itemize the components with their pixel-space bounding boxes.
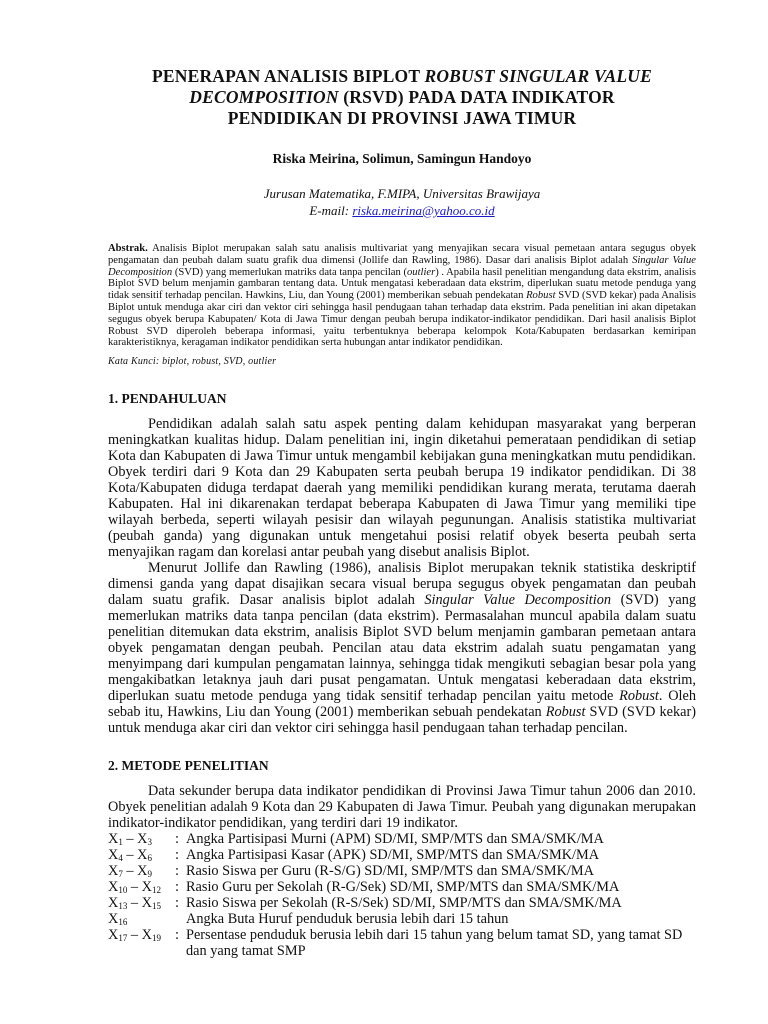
variable-separator: : xyxy=(175,927,179,944)
variable-code: $X_{13} - X_{15}$ xyxy=(108,895,161,912)
variable-row xyxy=(108,879,696,895)
variable-row xyxy=(108,831,696,847)
para2-robust-2: Robust xyxy=(545,704,586,721)
variable-separator: : xyxy=(175,831,179,848)
affiliation-block xyxy=(108,185,696,219)
title-line-3: PENDIDIKAN DI PROVINSI JAWA TIMUR xyxy=(227,108,577,128)
variable-separator: : xyxy=(175,847,179,864)
title-line-1-plain: PENERAPAN ANALISIS BIPLOT xyxy=(152,66,425,86)
para2-text-b: (SVD) yang memerlukan matriks data tanpa pencilan (data ekstrim). Permasalahan muncul apabila dalam suatu penelitian ditemukan data ekstrim, analisis Biplot SVD belum menjamin gambaran pemetaan antara obyek pengamatan dengan peubah. Pencilan atau data ekstrim adalah suatu pengamatan yang menyimpang dari kumpulan pengamatan lainnya, sehingga tidak mengikuti sebagian besar pola yang mengakibatkan letaknya jauh dari pusat pengamatan. Untuk mengatasi keberadaan data ekstrim, diperlukan suatu metode penduga yang tidak sensitif terhadap pencilan yaitu metode xyxy=(108,592,697,705)
email-link[interactable]: riska.meirina@yahoo.co.id xyxy=(352,203,495,218)
abstract-outlier: outlier xyxy=(407,266,436,278)
variable-row xyxy=(108,911,696,927)
variable-row xyxy=(108,895,696,911)
para2-text-d: SVD (SVD kekar) untuk menduga akar ciri dan vektor ciri sehingga hasil pendugaan tahan terhadap pencilan. xyxy=(108,704,696,737)
para2-text-a: Menurut Jollife dan Rawling (1986), analisis Biplot merupakan teknik statistika deskriptif dimensi ganda yang dapat disajikan secara visual berupa segugus obyek pengamatan dan peubah dalam suatu grafik. Dasar analisis biplot adalah xyxy=(108,560,696,609)
para2-svd: Singular Value Decomposition xyxy=(424,592,612,609)
variable-code: $X_{10} - X_{12}$ xyxy=(108,879,161,896)
variable-separator: : xyxy=(175,895,179,912)
variable-code: $X_{16}$ xyxy=(108,911,128,928)
variable-code: $X_4 - X_6$ xyxy=(108,847,152,864)
title-line-2 xyxy=(108,87,696,108)
title-line-1-italic: ROBUST SINGULAR VALUE xyxy=(424,66,652,86)
section-2-paragraph-1: Data sekunder berupa data indikator pendidikan di Provinsi Jawa Timur tahun 2006 dan 2010. Obyek penelitian adalah 9 Kota dan 29 Kabupaten di Jawa Timur. Peubah yang digunakan merupakan indikator-indikator pendidikan, yang terdiri dari 19 indikator. xyxy=(108,783,696,832)
variable-description: Rasio Guru per Sekolah (R-G/Sek) SD/MI, SMP/MTS dan SMA/SMK/MA xyxy=(186,879,620,896)
section-1-paragraph-1: Pendidikan adalah salah satu aspek penting dalam kehidupan masyarakat yang berperan meningkatkan kualitas hidup. Dalam penelitian ini, ingin diketahui pemerataan pendidikan di setiap Kota dan Kabupaten di Jawa Timur untuk mengambil kebijakan guna meningkatkan mutu pendidikan. Obyek terdiri dari 9 Kota dan 29 Kabupaten serta peubah berupa 19 indikator pendidikan. Di 38 Kota/Kabupaten diduga terdapat daerah yang memiliki pendidikan kurang merata, terutama daerah Kabupaten. Hal ini dikarenakan terdapat beberapa Kabupaten di Jawa Timur yang memiliki tipe wilayah berbeda, seperti wilayah pesisir dan wilayah pegunungan. Analisis statistika multivariat (peubah ganda) yang digunakan untuk mengetahui posisi relatif obyek beserta peubah serta menyajikan ragam dan korelasi antar peubah yang disebut analisis Biplot. xyxy=(108,416,696,561)
keywords: Kata Kunci: biplot, robust, SVD, outlier xyxy=(108,356,277,368)
abstract-text-3: ) . Apabila hasil penelitian mengandung data ekstrim, analisis Biplot SVD belum menjamin gambaran tentang data. Untuk mengatasi keberadaan data ekstrim, diperlukan suatu metode penduga yang tidak sensitif terhadap pencilan. Hawkins, Liu, dan Young (2001) memberikan sebuah pendekatan xyxy=(108,266,696,302)
affiliation: Jurusan Matematika, F.MIPA, Universitas Brawijaya xyxy=(263,186,541,201)
abstract-svd: Singular Value Decomposition xyxy=(108,254,696,278)
abstract-text-2: (SVD) yang memerlukan matriks data tanpa pencilan ( xyxy=(172,266,407,278)
section-1-paragraph-2 xyxy=(108,560,696,736)
variable-separator xyxy=(168,911,186,927)
variable-code: $X_7 - X_9$ xyxy=(108,863,152,880)
abstract-text-1: Analisis Biplot merupakan salah satu analisis multivariat yang menyajikan secara visual pemetaan antara segugus obyek pengamatan dan peubah dalam suatu grafik dua dimensi (Jollife dan Rawling, 1986). Dasar dari analisis Biplot adalah xyxy=(108,243,696,266)
section-2-heading: 2. METODE PENELITIAN xyxy=(108,758,269,774)
email-label: E-mail: xyxy=(309,203,353,218)
para2-text-c: . Oleh sebab itu, Hawkins, Liu dan Young (2001) memberikan sebuah pendekatan xyxy=(108,688,696,721)
variable-description: Rasio Siswa per Sekolah (R-S/Sek) SD/MI, SMP/MTS dan SMA/SMK/MA xyxy=(186,895,622,912)
variable-row xyxy=(108,847,696,863)
section-pendahuluan xyxy=(108,391,696,736)
section-1-heading: 1. PENDAHULUAN xyxy=(108,391,227,407)
paper-title xyxy=(108,66,696,129)
variable-list xyxy=(108,831,696,959)
title-line-1 xyxy=(108,66,696,87)
variable-row xyxy=(108,927,696,959)
email-line xyxy=(108,202,696,219)
title-line-2-italic: DECOMPOSITION xyxy=(189,87,339,107)
section-metode xyxy=(108,758,696,959)
paper-page xyxy=(108,66,696,959)
variable-separator: : xyxy=(175,879,179,896)
variable-description: Angka Partisipasi Kasar (APK) SD/MI, SMP/MTS dan SMA/SMK/MA xyxy=(186,847,600,864)
abstract-robust: Robust xyxy=(526,290,556,302)
abstract-label: Abstrak. xyxy=(108,243,148,254)
variable-code: $X_{17} - X_{19}$ xyxy=(108,927,161,944)
variable-description: Rasio Siswa per Guru (R-S/G) SD/MI, SMP/MTS dan SMA/SMK/MA xyxy=(186,863,594,880)
authors: Riska Meirina, Solimun, Samingun Handoyo xyxy=(272,151,532,166)
abstract xyxy=(108,243,696,349)
para2-robust: Robust xyxy=(619,688,659,705)
variable-row xyxy=(108,863,696,879)
variable-description: Persentase penduduk berusia lebih dari 15 tahun yang belum tamat SD, yang tamat SD dan yang tamat SMP xyxy=(186,927,683,960)
variable-separator: : xyxy=(175,863,179,880)
variable-description: Angka Partisipasi Murni (APM) SD/MI, SMP/MTS dan SMA/SMK/MA xyxy=(186,831,604,848)
variable-code: $X_1 - X_3$ xyxy=(108,831,152,848)
abstract-text-4: SVD (SVD kekar) pada Analisis Biplot untuk menduga akar ciri dan vektor ciri sehingga hasil pendugaan tahan terhadap data ekstrim. Pada penelitian ini akan dipetakan segugus obyek berupa Kabupaten/ Kota di Jawa Timur dengan peubah berupa indikator-indikator pendidikan. Dari hasil analisis Biplot Robust SVD diperoleh beberapa informasi, yaitu terbentuknya beberapa kelompok Kota/Kabupaten berdasarkan kemiripan karakteristiknya, keragaman indikator pendidikan serta hubungan antar indikator pendidikan. xyxy=(108,290,696,349)
variable-description: Angka Buta Huruf penduduk berusia lebih dari 15 tahun xyxy=(186,911,509,928)
title-line-2-plain: (RSVD) PADA DATA INDIKATOR xyxy=(338,87,615,107)
